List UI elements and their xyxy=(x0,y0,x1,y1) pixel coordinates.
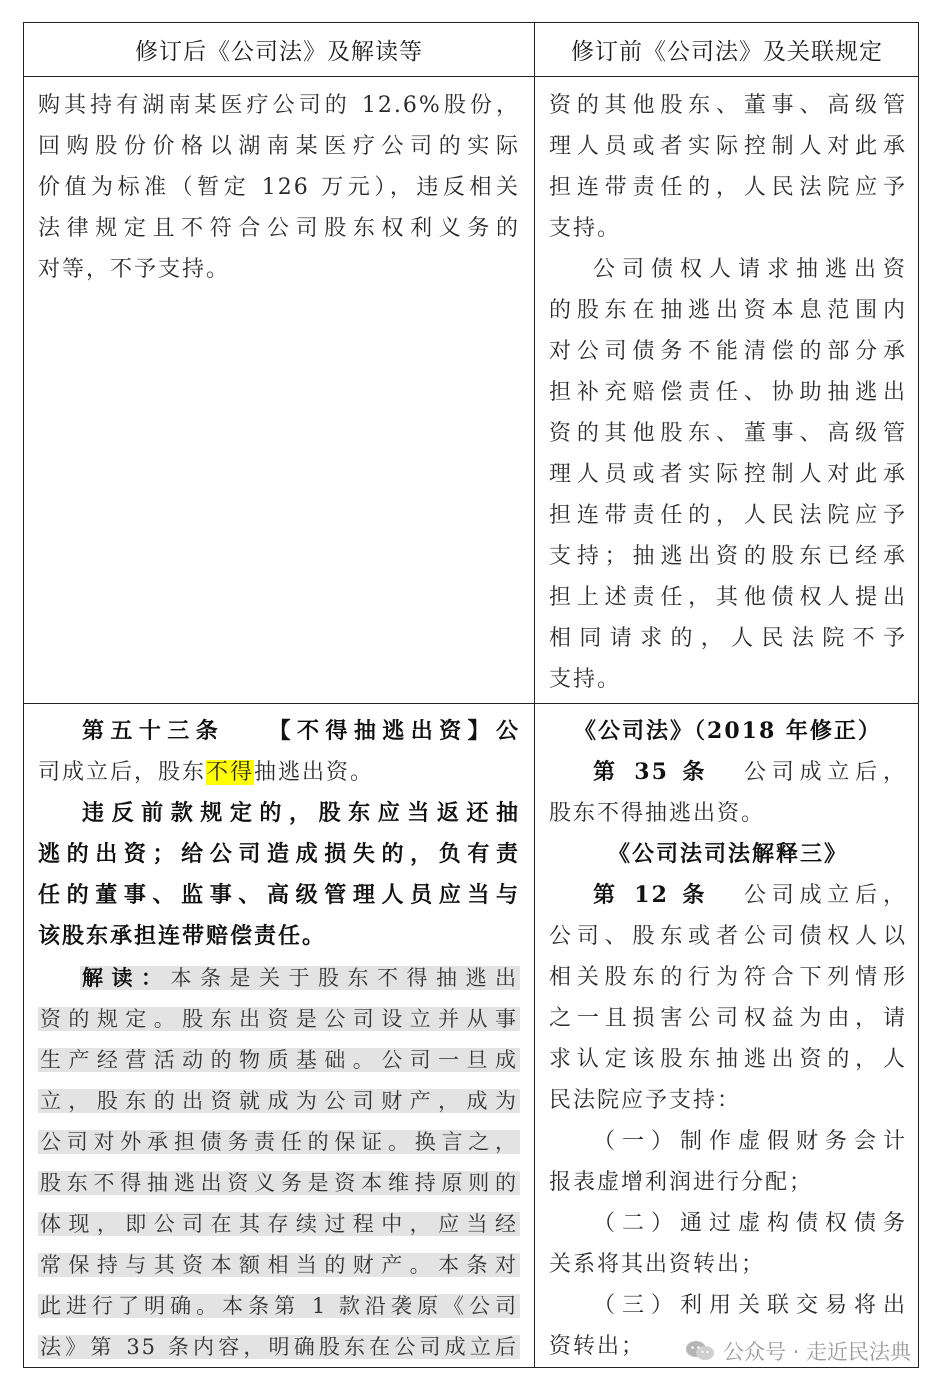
law-heading: 《公司法》（2018 年修正） xyxy=(574,718,882,744)
text-line: 担补充赔偿责任、协助抽逃出 xyxy=(549,380,907,405)
text-line: 担上述责任，其他债权人提出 xyxy=(549,585,907,610)
text-span: 法》第 35 条内容，明确股东在公司成立后 xyxy=(40,1335,518,1359)
article-subject: 【不得抽逃出资】公 xyxy=(264,718,520,744)
text-span: 公司成立后， xyxy=(740,760,907,785)
text-line: 回购股份价格以湖南某医疗公司的实际 xyxy=(38,134,520,159)
header-right: 修订前《公司法》及关联规定 xyxy=(571,39,883,65)
text-line: 公司、股东或者公司债权人以 xyxy=(549,924,907,949)
article-number: 第 12 条 xyxy=(593,882,711,908)
interp-line xyxy=(38,1122,520,1163)
text-span: 常保持与其资本额相当的财产。本条对 xyxy=(40,1253,518,1277)
interp-line xyxy=(38,1040,520,1081)
text-line: 理人员或者实际控制人对此承 xyxy=(549,134,907,159)
text-line: 支持；抽逃出资的股东已经承 xyxy=(549,544,907,569)
text-line: （二）通过虚构债权债务 xyxy=(593,1211,907,1236)
interp-line xyxy=(38,1286,520,1327)
article-heading-line xyxy=(38,711,520,752)
comparison-table xyxy=(23,22,919,1368)
text-line: 资的其他股东、董事、高级管 xyxy=(549,421,907,446)
interp-line xyxy=(38,957,520,999)
column-divider xyxy=(534,23,535,1367)
text-line: 股东不得抽逃出资。 xyxy=(549,801,766,826)
text-span: 此进行了明确。本条第 1 款沿袭原《公司 xyxy=(40,1294,518,1318)
text-line: 理人员或者实际控制人对此承 xyxy=(549,462,907,487)
bold-line: 违反前款规定的，股东应当返还抽 xyxy=(82,800,520,826)
interp-label: 解读： xyxy=(82,965,171,990)
watermark-text: 公众号 · 走近民法典 xyxy=(722,1340,911,1364)
text-line: （一）制作虚假财务会计 xyxy=(593,1129,907,1154)
text-span: 抽逃出资。 xyxy=(254,760,375,785)
text-span: 立，股东的出资就成为公司财产，成为 xyxy=(40,1089,518,1113)
text-span: 公司对外承担债务责任的保证。换言之， xyxy=(40,1130,518,1154)
interp-line xyxy=(38,1327,520,1368)
text-line: 民法院应予支持： xyxy=(549,1088,742,1113)
text-span: 公司成立后， xyxy=(740,883,907,908)
interp-line xyxy=(38,1245,520,1286)
row-divider xyxy=(24,703,918,704)
header-left: 修订后《公司法》及解读等 xyxy=(135,39,423,65)
highlighted-text: 不得 xyxy=(206,760,255,785)
text-line: 价值为标准（暂定 126 万元），违反相关 xyxy=(38,175,520,200)
law-heading: 《公司法司法解释三》 xyxy=(607,841,848,867)
text-line: 相关股东的行为符合下列情形 xyxy=(549,965,907,990)
article-number: 第五十三条 xyxy=(82,718,225,744)
row2-left-cell xyxy=(38,711,520,1368)
text-line: 对等，不予支持。 xyxy=(38,257,231,282)
text-line: 支持。 xyxy=(549,216,622,241)
row1-left-cell xyxy=(38,85,520,290)
article-number: 第 35 条 xyxy=(593,759,711,785)
text-line: 的股东在抽逃出资本息范围内 xyxy=(549,298,907,323)
row2-right-cell xyxy=(549,711,907,1367)
article-text-line xyxy=(38,752,520,793)
text-line: 求认定该股东抽逃出资的，人 xyxy=(549,1047,907,1072)
interp-line xyxy=(38,999,520,1040)
text-line: 公司债权人请求抽逃出资 xyxy=(593,257,907,282)
interpretation-block xyxy=(38,957,520,1368)
text-span: 司成立后，股东 xyxy=(38,760,207,785)
text-line: 相同请求的，人民法院不予 xyxy=(549,626,907,651)
bold-line: 该股东承担连带赔偿责任。 xyxy=(38,923,327,949)
interp-line xyxy=(38,1204,520,1245)
text-span: 本条是关于股东不得抽逃出 xyxy=(170,966,518,990)
text-line: 报表虚增利润进行分配； xyxy=(549,1170,814,1195)
article-line xyxy=(549,875,907,916)
text-line: 担连带责任的，人民法院应予 xyxy=(549,175,907,200)
watermark xyxy=(685,1336,911,1366)
header-divider xyxy=(24,76,918,77)
text-line: 法律规定且不符合公司股东权利义务的 xyxy=(38,216,520,241)
text-line: 对公司债务不能清偿的部分承 xyxy=(549,339,907,364)
bold-line: 任的董事、监事、高级管理人员应当与 xyxy=(38,882,520,908)
text-line: 资转出； xyxy=(549,1334,646,1359)
interp-line xyxy=(38,1163,520,1204)
article-line xyxy=(549,752,907,793)
text-line: 购其持有湖南某医疗公司的 12.6%股份， xyxy=(38,93,520,118)
row1-right-cell xyxy=(549,85,907,700)
text-span: 资的规定。股东出资是公司设立并从事 xyxy=(40,1007,518,1031)
text-line: （三）利用关联交易将出 xyxy=(593,1293,907,1318)
wechat-icon xyxy=(685,1339,715,1363)
text-line: 关系将其出资转出； xyxy=(549,1252,766,1277)
text-line: 之一且损害公司权益为由，请 xyxy=(549,1006,907,1031)
text-line: 担连带责任的，人民法院应予 xyxy=(549,503,907,528)
text-line: 资的其他股东、董事、高级管 xyxy=(549,93,907,118)
interp-line xyxy=(38,1081,520,1122)
text-line: 支持。 xyxy=(549,667,622,692)
text-span: 股东不得抽逃出资义务是资本维持原则的 xyxy=(40,1171,518,1195)
text-span: 体现，即公司在其存续过程中，应当经 xyxy=(40,1212,518,1236)
text-span: 生产经营活动的物质基础。公司一旦成 xyxy=(40,1048,518,1072)
bold-line: 逃的出资；给公司造成损失的，负有责 xyxy=(38,841,520,867)
